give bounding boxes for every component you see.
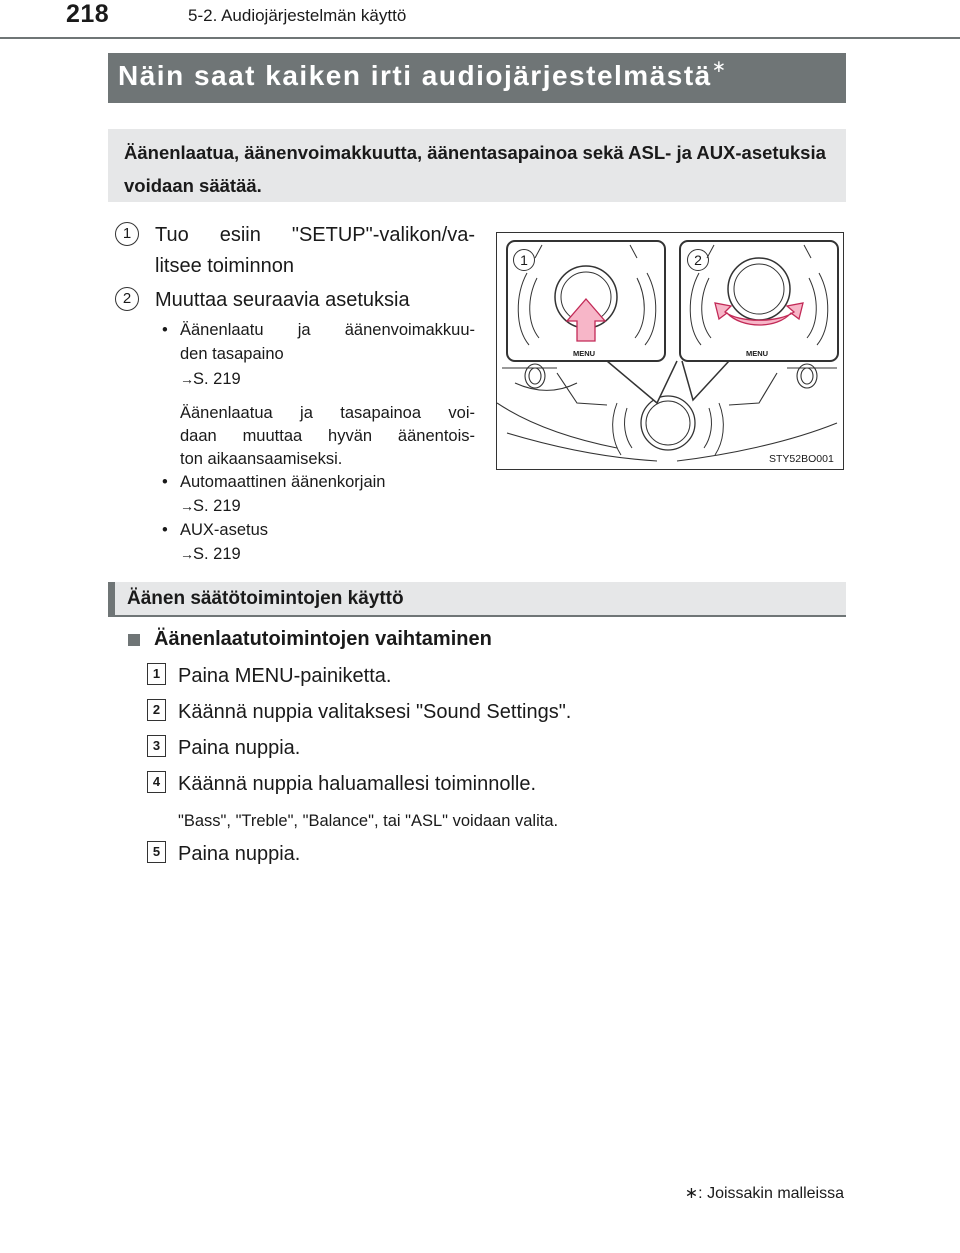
figure-callout-1: 1: [513, 249, 535, 271]
page-title-text: Näin saat kaiken irti audiojärjestelmästä: [118, 60, 712, 91]
step-4-text: Käännä nuppia haluamallesi toiminnolle.: [178, 773, 537, 795]
bullet-1-line1: [180, 320, 475, 341]
step-number-5: 5: [147, 841, 166, 863]
step-number-3: 3: [147, 735, 166, 757]
bullet-2-ref-text: S. 219: [193, 497, 241, 515]
audio-knob-figure: [496, 232, 844, 470]
item-1-line1: [155, 220, 475, 251]
arrow-right-icon: →: [180, 371, 193, 387]
arrow-right-icon: →: [180, 498, 193, 514]
bullet-1-extra3: ton aikaansaamiseksi.: [180, 450, 343, 468]
step-number-1: 1: [147, 663, 166, 685]
page-title: [118, 57, 728, 92]
header-rule: [0, 37, 960, 39]
step-5-text: Paina nuppia.: [178, 843, 301, 865]
title-band: [108, 53, 846, 103]
step-1-text: Paina MENU-painiketta.: [178, 665, 392, 687]
arrow-right-icon: →: [180, 546, 193, 562]
bullet-3-reference: [180, 544, 241, 565]
bullet-mark: •: [162, 473, 168, 491]
subheading: Äänenlaatutoimintojen vaihtaminen: [154, 628, 492, 650]
footnote: ∗: Joissakin malleissa: [684, 1185, 844, 1202]
bullet-1-extra2-text: daan muuttaa hyvän äänentois-: [180, 427, 475, 445]
item-number-1: 1: [115, 222, 139, 246]
bullet-1-ref-text: S. 219: [193, 370, 241, 388]
step-4-note: "Bass", "Treble", "Balance", tai "ASL" voidaan valita.: [178, 812, 559, 830]
bullet-2-line1: Automaattinen äänenkorjain: [180, 473, 386, 491]
section-heading: Äänen säätötoimintojen käyttö: [127, 588, 404, 609]
figure-callout-2: 2: [687, 249, 709, 271]
bullet-2-reference: [180, 496, 241, 517]
step-3-text: Paina nuppia.: [178, 737, 301, 759]
step-2-text: Käännä nuppia valitaksesi "Sound Settings".: [178, 701, 572, 723]
figure-code: STY52BO001: [769, 453, 834, 465]
page-number: 218: [66, 0, 110, 28]
item-1-line1-text: Tuo esiin "SETUP"-valikon/va-: [155, 224, 475, 246]
bullet-1-extra1: [180, 403, 475, 424]
section-heading-band: [108, 582, 846, 617]
title-asterisk: ∗: [711, 57, 728, 76]
item-2-line1: Muuttaa seuraavia asetuksia: [155, 289, 410, 311]
bullet-1-extra1-text: Äänenlaatua ja tasapainoa voi-: [180, 404, 475, 422]
bullet-1-line1-text: Äänenlaatu ja äänenvoimakkuu-: [180, 321, 475, 339]
knob-illustration: [497, 233, 842, 468]
running-header: 5-2. Audiojärjestelmän käyttö: [188, 6, 407, 25]
bullet-1-line2: den tasapaino: [180, 345, 284, 363]
intro-text: Äänenlaatua, äänenvoimakkuutta, äänentasapainoa sekä ASL- ja AUX-asetuksia voidaan säätää.: [124, 142, 826, 196]
bullet-1-reference: [180, 369, 241, 390]
bullet-3-line1: AUX-asetus: [180, 521, 269, 539]
step-number-4: 4: [147, 771, 166, 793]
intro-box: [108, 129, 846, 202]
bullet-mark: •: [162, 321, 168, 339]
step-number-2: 2: [147, 699, 166, 721]
menu-label-right: MENU: [746, 349, 769, 358]
square-bullet-icon: [128, 633, 140, 651]
bullet-1-extra2: [180, 426, 475, 447]
bullet-mark: •: [162, 521, 168, 539]
item-number-2: 2: [115, 287, 139, 311]
bullet-3-ref-text: S. 219: [193, 545, 241, 563]
item-1-line2: litsee toiminnon: [155, 255, 294, 277]
menu-label-left: MENU: [573, 349, 596, 358]
